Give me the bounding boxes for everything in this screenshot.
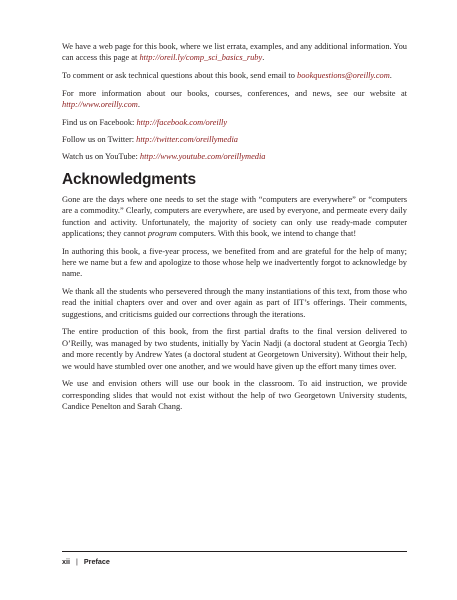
facebook-link[interactable]: http://facebook.com/oreilly	[136, 117, 228, 127]
twitter-paragraph	[62, 134, 407, 145]
comment-paragraph	[62, 70, 407, 81]
youtube-paragraph	[62, 151, 407, 162]
oreilly-website-link[interactable]: http://www.oreilly.com	[62, 100, 138, 109]
webpage-paragraph	[62, 41, 407, 64]
webpage-text: We have a web page for this book, where we list errata, examples, and any additional information. You can access this page at	[62, 42, 407, 63]
comment-end: .	[389, 71, 392, 80]
info-end: .	[137, 100, 140, 109]
facebook-text: Find us on Facebook:	[62, 117, 137, 127]
ack-paragraph-5: We use and envision others will use our book in the classroom. To aid instruction, we provide corresponding slides that would not exist without the help of two Georgetown University students, Candice Penelton and Sarah Chang.	[62, 379, 407, 412]
twitter-link[interactable]: http://twitter.com/oreillymedia	[136, 135, 238, 144]
ack-p1-emphasis: program	[147, 229, 177, 239]
ack-p1-text: Gone are the days where one needs to set the stage with “computers are everywhere” or “computers are a commodity.” Clearly, computers are everywhere, are used by everyone, and permeate every daily function and activity. Unfortunately, the majority of society can only use ready-made computer applications; they cannot	[62, 194, 407, 239]
page-footer	[62, 551, 407, 566]
ack-paragraph-3: We thank all the students who persevered through the many instantiations of this text, from those who read the initial chapters over and over and over again as part of IIT’s offerings. Their comments, suggestions, and criticisms guided our corrections through the iterations.	[62, 287, 407, 319]
footer-separator: |	[76, 557, 78, 566]
book-webpage-link[interactable]: http://oreil.ly/comp_sci_basics_ruby	[139, 53, 263, 63]
ack-paragraph-4: The entire production of this book, from the first partial drafts to the final version delivered to O’Reilly, was managed by two students, initially by Yacin Nadji (a doctoral student at Georgia Tech) and more recently by Andrew Yates (a doctoral student at Georgetown University). Without their help, we would have stumbled over one another, and we would have given up the effort many times over.	[62, 327, 407, 371]
comment-text: To comment or ask technical questions about this book, send email to	[62, 71, 298, 80]
webpage-end: .	[262, 53, 265, 63]
page-body	[62, 41, 407, 419]
info-paragraph	[62, 88, 407, 111]
twitter-text: Follow us on Twitter:	[62, 135, 137, 144]
ack-p1-end: computers. With this book, we intend to change that!	[176, 229, 357, 239]
acknowledgments-heading: Acknowledgments	[62, 170, 196, 188]
ack-paragraph-2: In authoring this book, a five-year process, we benefited from and are grateful for the help of many; here we name but a few and apologize to those whose help we inadvertently forgot to acknowledge by name.	[62, 246, 407, 279]
facebook-paragraph	[62, 117, 407, 128]
bookquestions-email-link[interactable]: bookquestions@oreilly.com	[297, 71, 390, 80]
youtube-link[interactable]: http://www.youtube.com/oreillymedia	[139, 152, 266, 162]
youtube-text: Watch us on YouTube:	[62, 152, 140, 162]
info-text: For more information about our books, courses, conferences, and news, see our website at	[62, 88, 407, 98]
ack-paragraph-1	[62, 194, 407, 240]
page-number: xii	[62, 557, 70, 566]
footer-section-name: Preface	[83, 557, 110, 566]
